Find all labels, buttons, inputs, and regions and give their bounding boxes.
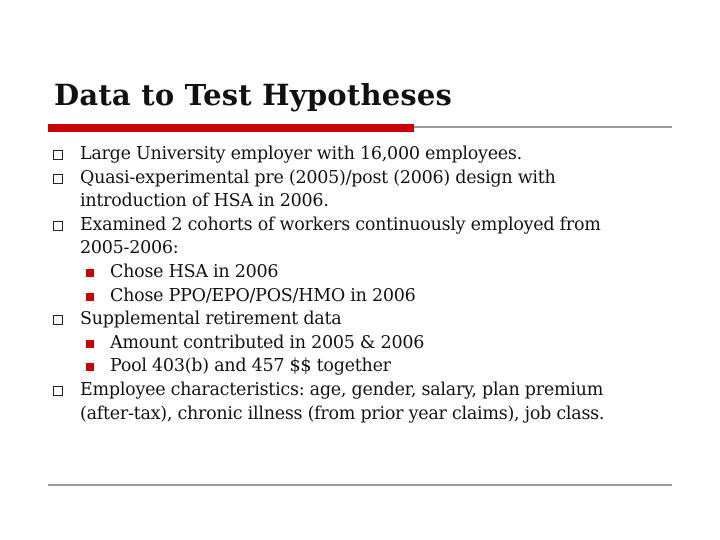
sub-bullet-text: Pool 403(b) and 457 $$ together [110, 356, 391, 377]
bullet-text: Large University employer with 16,000 employees. [80, 144, 522, 164]
bullet-item [52, 308, 682, 332]
sub-bullet-item [52, 261, 682, 285]
title-underline-rule [414, 126, 672, 128]
slide-title: Data to Test Hypotheses [54, 78, 453, 112]
bullet-text: Examined 2 cohorts of workers continuously employed from [80, 214, 601, 235]
sub-bullet-text: Amount contributed in 2005 & 2006 [110, 332, 425, 353]
bullet-text: Quasi-experimental pre (2005)/post (2006) design with [80, 167, 556, 188]
filled-square-icon [86, 293, 94, 301]
hollow-square-icon [53, 174, 63, 184]
filled-square-icon [86, 269, 94, 277]
title-underline-accent [48, 124, 414, 132]
filled-square-icon [86, 340, 94, 348]
hollow-square-icon [53, 386, 63, 396]
bullet-item [52, 143, 682, 167]
hollow-square-icon [53, 315, 63, 325]
bullet-item [52, 167, 682, 214]
filled-square-icon [86, 363, 94, 371]
bullet-item [52, 379, 682, 426]
sub-bullet-text: Chose HSA in 2006 [110, 261, 279, 282]
bullet-text: introduction of HSA in 2006. [80, 191, 329, 212]
sub-bullet-item [52, 285, 682, 309]
bullet-text: Employee characteristics: age, gender, salary, plan premium [80, 379, 604, 400]
bullet-list [52, 143, 682, 426]
sub-bullet-item [52, 355, 682, 379]
footer-rule [48, 484, 672, 486]
hollow-square-icon [53, 150, 63, 160]
bullet-text: 2005-2006: [80, 238, 179, 259]
bullet-text: Supplemental retirement data [80, 309, 342, 330]
hollow-square-icon [53, 221, 63, 231]
bullet-item [52, 214, 682, 261]
sub-bullet-text: Chose PPO/EPO/POS/HMO in 2006 [110, 285, 416, 306]
sub-bullet-item [52, 332, 682, 356]
bullet-text: (after-tax), chronic illness (from prior year claims), job class. [80, 403, 605, 424]
